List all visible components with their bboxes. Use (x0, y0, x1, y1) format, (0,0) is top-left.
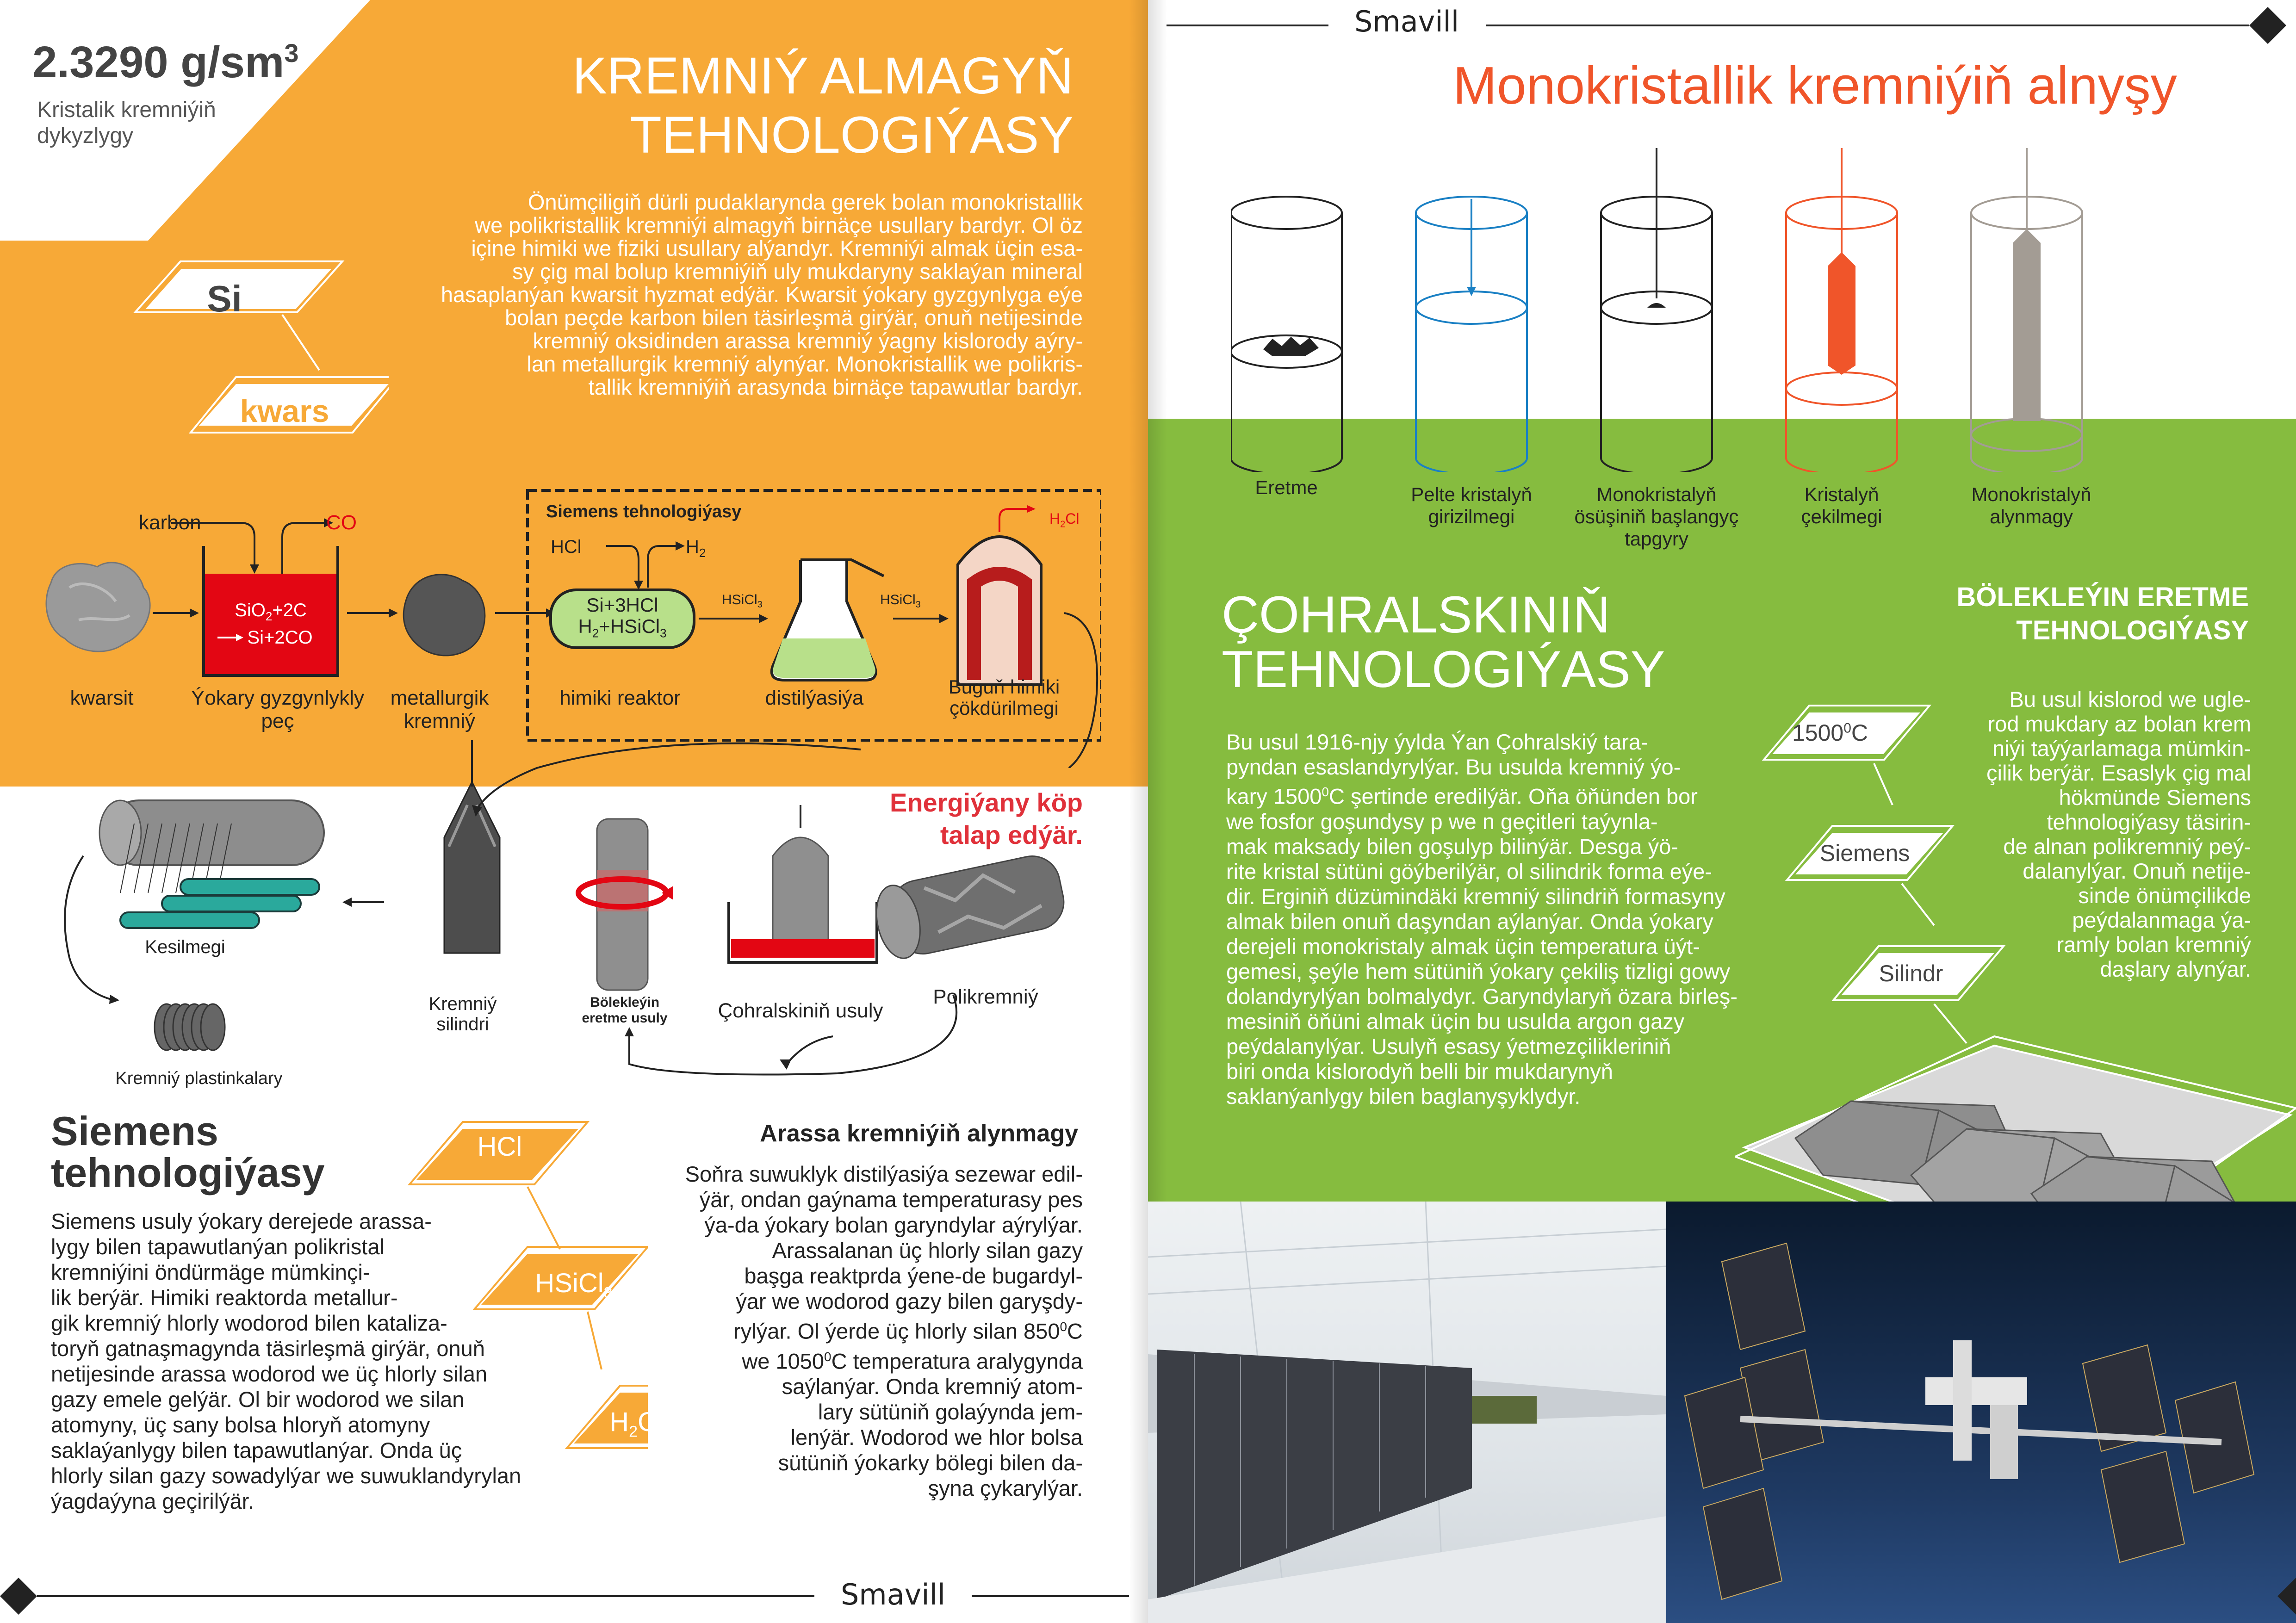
zone-melting-text: Bu usul kislorod we ugle- rod mukdary az bolan krem niýi taýýarlamaga mümkin- çilik berýär. Esaslyk çig mal hökmünde Siemens tehnologiýasy täsirin- de alnan polikremniý peý- dalanylýar. Onuň netije- sinde önümçilikde peýdalanmaga ýa- ramly bolan kremniý daşlary alynýar. (1986, 687, 2251, 981)
hsicl3-label-2: HSiCl$_3$ (880, 592, 921, 610)
left-page-title: KREMNIÝ ALMAGYŇ TEHNOLOGIÝASY (572, 47, 1074, 164)
furnace-equation: SiO$_2$+2C Si+2CO (235, 600, 313, 648)
kwars-tag: kwars (240, 394, 329, 429)
stage-crystal-pulling (1786, 148, 1897, 472)
label-cylinder: Kremniý silindri (428, 994, 497, 1035)
label-vapor: Buguň himiki çökdürilmegi (948, 676, 1060, 719)
factory-photo (1148, 1202, 1666, 1623)
siemens-section-title: Siemens tehnologiýasy (51, 1108, 325, 1196)
diamond-h2cl: $H_2Cl$ (609, 1407, 663, 1441)
metallurgic-rock (403, 575, 485, 656)
hcl-label: HCl (551, 537, 582, 557)
density-caption: Kristalik kremniýiň dykyzlygy (37, 98, 216, 148)
stage-cylinders (1231, 139, 2295, 472)
czochralski-title: ÇOHRALSKINIŇ TEHNOLOGIÝASY (1222, 586, 1665, 698)
tag-silindr: Silindr (1879, 960, 1943, 986)
left-footer-brand: Smavill (840, 1578, 946, 1611)
right-header-line (1148, 0, 2296, 65)
label-reactor: himiki reaktor (559, 687, 681, 709)
label-plates: Kremniý plastinkalary (115, 1069, 283, 1088)
stage-label-2: Pelte kristalyň girizilmegi (1411, 483, 1532, 527)
reactor-equation: Si+3HCl $H_2+HSiCl_3$ (578, 594, 667, 640)
stage-label-4: Kristalyň çekilmegi (1801, 483, 1882, 527)
si-tag: Si (207, 278, 242, 319)
space-station-photo (1666, 1202, 2296, 1623)
stage-label-5: Monokristalyň alynmagy (1971, 483, 2091, 527)
label-distillation: distilýasiýa (765, 687, 864, 709)
co-label: CO (326, 511, 357, 534)
stage-label-3: Monokristalyň ösüşiniň başlangyç tapgyry (1574, 483, 1739, 550)
h2cl-label: $H_2Cl$ (1049, 510, 1080, 530)
pure-silicon-text: Soňra suwuklyk distilýasiýa sezewar edil- ýär, ondan gaýnama temperaturasy pes ýa-da ýokary bolan garyndylar aýrylýar. Arassalanan üç hlorly silan gazy başga reaktprda ýene-de bugardyl- ýar we wodorod gazy bilen garyşdy- rylýar. Ol ýerde üç hlorly silan $850^0C$ we 1050$^0$C temperatura aralygynda saýlanýar. Onda kremniý atom- lary sütüniň golaýynda jem- lenýär. Wodorod we hlor bolsa sütüniň ýokarky bölegi bilen da- şyna çykarylýar. (685, 1162, 1083, 1501)
pure-silicon-title: Arassa kremniýiň alynmagy (760, 1120, 1078, 1147)
label-zone-melting: Bölekleýin eretme usuly (582, 995, 668, 1026)
zone-melting-title: BÖLEKLEÝIN ERETME TEHNOLOGIÝASY (1956, 582, 2249, 645)
hsicl3-label-1: HSiCl$_3$ (722, 592, 763, 610)
carbon-label: karbon (139, 511, 201, 534)
siemens-section-text: Siemens usuly ýokary derejede arassa- lygy bilen tapawutlanýan polikristal kremniýini öndürmäge mümkinçi- lik berýär. Himiki reaktorda metallur- gik kremniý hlorly wodorod bilen kataliza- toryň gatnaşmagynda täsirleşmä girýär, onuň netijesinde arassa wodorod we üç hlorly silan gazy emele gelýär. Ol bir wodorod we silan atomyny, üç sany bolsa hloryň atomyny saklaýanlygy bilen tapawutlanýar. Onda üç hlorly silan gazy sowadylýar we suwuklandyrylan ýagdaýyna geçirilýär. (51, 1209, 521, 1513)
energy-note: Energiýany köp talap edýär. (889, 788, 1083, 849)
stage-label-1: Eretme (1255, 477, 1318, 498)
diamond-hcl: HCl (477, 1132, 522, 1162)
label-polysilicon: Polikremniý (933, 985, 1038, 1008)
stage-seed-insertion (1416, 197, 1527, 472)
right-header-brand: Smavill (1354, 5, 1459, 38)
h2-label: $H_2$ (686, 537, 706, 560)
label-czochralski: Çohralskiniň usuly (718, 999, 883, 1022)
left-intro-paragraph: Önümçiligiň dürli pudaklarynda gerek bolan monokristallik we polikristallik kremniýi almagyň birnäçe usullary bardyr. Ol öz içine himiki we fiziki usullary alýandyr. Kremniýi almak üçin esa- sy çig mal bolup kremniýiň uly mukdaryny saklaýan mineral hasaplanýan kwarsit hyzmat edýär. Kwarsit ýokary gyzgynlyga eýe bolan peçde karbon bilen täsirleşmä girýär, onuň netijesinde kremniý oksidinden arassa kremniý ýagny kislorody aýry- lan metallurgik kremniý alynýar. Monokristallik we polikris- tallik kremniýiň arasynda birnäçe tapawutlar bardyr. (441, 190, 1083, 399)
stage-crystal-obtained (1971, 148, 2082, 472)
kwarsit-rock (46, 563, 150, 651)
tag-siemens: Siemens (1819, 840, 1910, 866)
label-kwarsit: kwarsit (70, 687, 134, 709)
label-cutting: Kesilmegi (145, 937, 225, 957)
tag-1500c: 1500$^0$C (1792, 720, 1868, 746)
left-footer-line (0, 1559, 1148, 1623)
czochralski-text: Bu usul 1916-njy ýylda Ýan Çohralskiý tara- pyndan esaslandyrylýar. Bu usulda kremniý ýo- kary 1500$^0$C şertinde eredilýär. Oňa öňünden bor we fosfor goşundysy p we n geçitleri taýynla- mak maksady bilen goşulyp bilinýär. Desga ýö- rite kristal sütüni göýberilýär, ol silindrik forma eýe- dir. Erginiň düzümindäki kremniý silindriň formasyny almak bilen onuň daşyndan aýlanýar. Onda ýokary derejeli monokristaly almak üçin temperatura üýt- gemesi, şeýle hem sütüniň ýokary çekiliş tizligi gowy dolandyrylýan bolmalydyr. Garyndylaryň özara birleş- mesiniň öňüni almak üçin bu usulda argon gazy peýdalanylýar. Usulyň esasy ýetmezçilikleriniň biri onda kislorodyň belli bir mukdarynyň saklanýanlygy bilen baglanyşyklydyr. (1226, 730, 1738, 1109)
diamond-hsicl3: HSiCl$_3$ (535, 1268, 613, 1302)
lower-process-diagram (28, 740, 1101, 1101)
stage-growth-start (1601, 148, 1712, 472)
right-page-title: Monokristallik kremniýiň alnyşy (1453, 56, 2177, 115)
label-metallurgic: metallurgik kremniý (390, 687, 489, 732)
stage-melting (1231, 197, 1342, 472)
label-furnace: Ýokary gyzgynlykly peç (191, 687, 365, 732)
right-corner-marker (2258, 1568, 2296, 1623)
siemens-box-title: Siemens tehnologiýasy (546, 502, 742, 521)
density-value: 2.3290 $g/sm^3$ (32, 37, 299, 87)
